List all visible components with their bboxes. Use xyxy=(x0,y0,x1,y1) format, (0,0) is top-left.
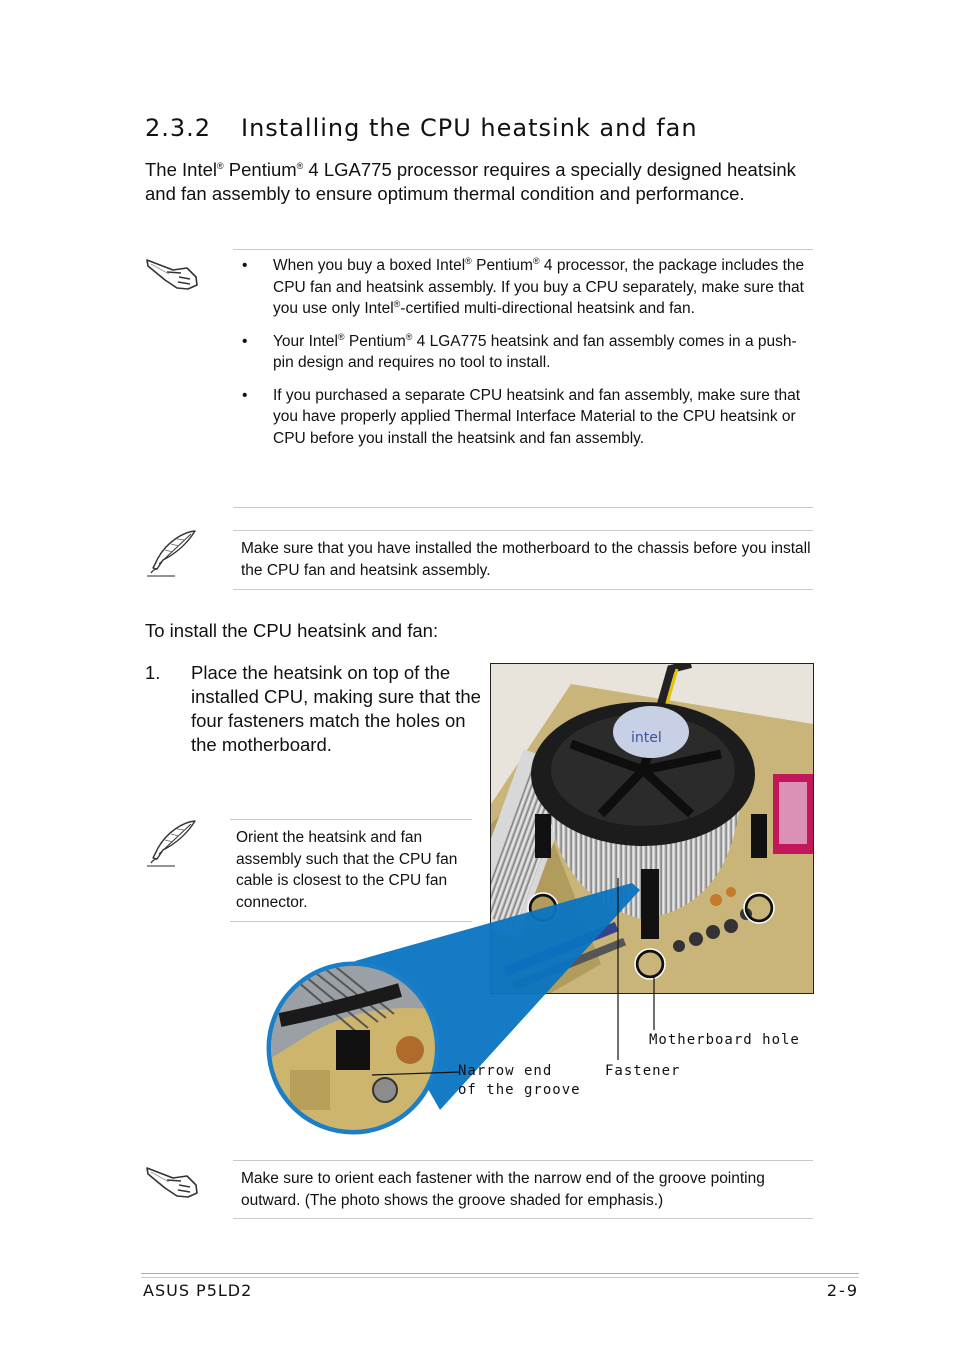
registered-mark: ® xyxy=(465,255,472,266)
registered-mark: ® xyxy=(393,298,401,309)
registered-mark: ® xyxy=(532,255,540,266)
note1-item-1-text-d: -certified multi-directional heatsink and fan. xyxy=(400,300,695,317)
callout-narrow-end-line1: Narrow end xyxy=(458,1063,553,1079)
note1-item-1-text-b: Pentium xyxy=(471,257,533,274)
note1-item-2-text-c: 4 LGA775 heatsink and fan assembly comes in a push-pin design and requires no tool to install. xyxy=(273,332,797,371)
note2-text: Make sure that you have installed the motherboard to the chassis before you install the CPU fan and heatsink assembly. xyxy=(241,540,811,579)
callout-motherboard-hole: Motherboard hole xyxy=(649,1032,800,1048)
callout-narrow-end-line2: of the groove xyxy=(458,1082,581,1098)
registered-mark: ® xyxy=(405,331,413,342)
note4-text: Make sure to orient each fastener with the narrow end of the groove pointing outward. (The photo shows the groove shaded for emphasis.) xyxy=(241,1170,765,1209)
bullet: • xyxy=(242,257,248,274)
bullet: • xyxy=(242,332,248,350)
footer-page-number: 2-9 xyxy=(826,1281,859,1300)
footer-product-name: ASUS P5LD2 xyxy=(143,1281,253,1300)
step-number: 1. xyxy=(145,662,161,683)
registered-mark: ® xyxy=(217,160,224,171)
section-number: 2.3.2 xyxy=(145,114,212,142)
footer-rule xyxy=(141,1273,859,1278)
registered-mark: ® xyxy=(337,331,345,342)
bullet: • xyxy=(242,386,248,404)
note4-bottom-rule xyxy=(233,1218,813,1219)
callout-narrow-end xyxy=(458,1062,581,1100)
procedure-lead: To install the CPU heatsink and fan: xyxy=(145,620,439,641)
intro-text-1: The Intel xyxy=(145,159,217,180)
pointing-hand-icon xyxy=(143,1158,203,1208)
intro-text-3: 4 LGA775 processor requires a specially designed heatsink and fan assembly to ensure optimum thermal condition and performance. xyxy=(145,159,796,204)
svg-text:intel: intel xyxy=(631,730,662,746)
intro-text-2: Pentium xyxy=(223,159,297,180)
note3-text: Orient the heatsink and fan assembly such that the CPU fan cable is closest to the CPU fan connector. xyxy=(236,829,458,911)
note1-item-2-text-b: Pentium xyxy=(344,332,406,350)
registered-mark: ® xyxy=(296,160,304,171)
callout-fastener: Fastener xyxy=(605,1063,681,1079)
note1-item-3-text: If you purchased a separate CPU heatsink and fan assembly, make sure that you have properly applied Thermal Interface Material to the CPU heatsink or CPU before you install the heatsink and fan assembly. xyxy=(273,386,800,447)
note1-item-2-text-a: Your Intel xyxy=(273,332,338,350)
note1-item-1-text-c: 4 processor, the package includes the CPU fan and heatsink assembly. If you buy a CPU separately, make sure that you use only Intel xyxy=(273,257,805,317)
section-title-text: Installing the CPU heatsink and fan xyxy=(241,114,698,142)
note4-top-rule xyxy=(233,1160,813,1161)
note1-item-1-text-a: When you buy a boxed Intel xyxy=(273,257,466,274)
step-text: Place the heatsink on top of the installed CPU, making sure that the four fasteners match the holes on the motherboard. xyxy=(191,662,481,755)
